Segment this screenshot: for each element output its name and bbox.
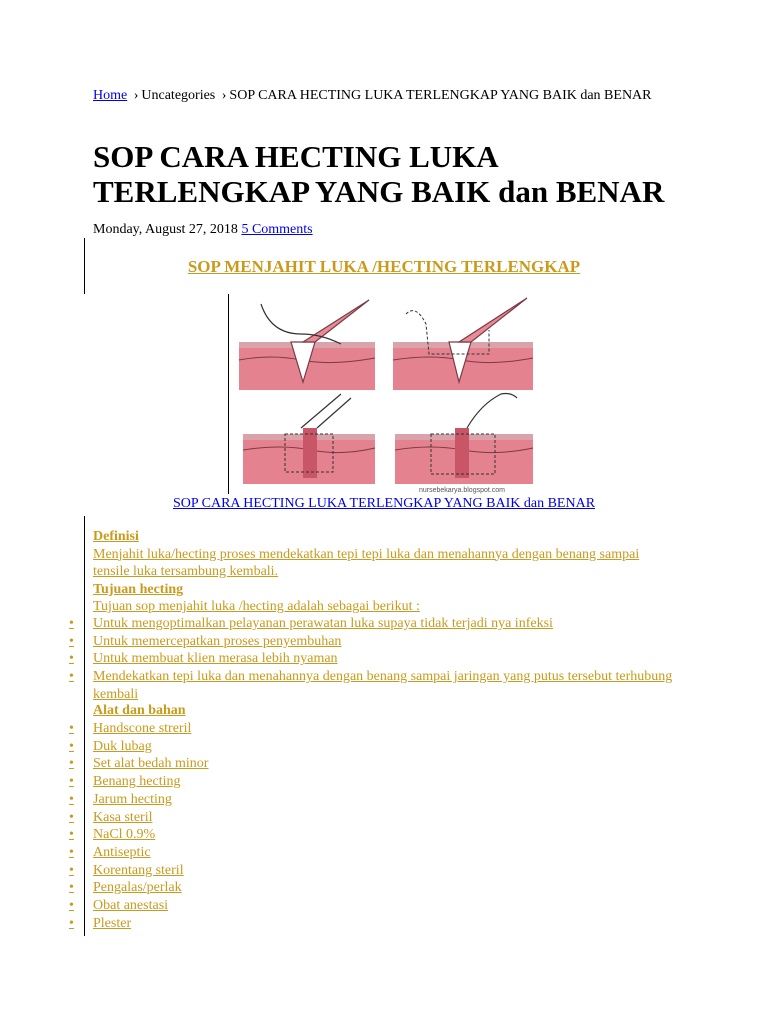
caption-link[interactable]: SOP CARA HECTING LUKA TERLENGKAP YANG BAIK dan BENAR: [172, 496, 596, 511]
list-item[interactable]: [69, 738, 689, 756]
breadcrumb-category: Uncategories: [141, 88, 216, 103]
list-item-label: Handscone streril: [93, 721, 192, 736]
list-item-label: NaCl 0.9%: [93, 827, 156, 843]
bullet: •: [69, 809, 74, 825]
bullet: •: [69, 915, 74, 931]
post-meta: [93, 222, 313, 238]
list-item-label: Korentang steril: [93, 862, 184, 878]
breadcrumb-current: SOP CARA HECTING LUKA TERLENGKAP YANG BAIK dan BENAR: [229, 88, 652, 103]
definisi-heading[interactable]: Definisi: [93, 529, 139, 544]
post-date: Monday, August 27, 2018: [93, 222, 238, 237]
bullet: •: [69, 898, 74, 914]
list-item-label: Duk lubag: [93, 738, 152, 754]
bullet: •: [69, 827, 74, 843]
breadcrumb-separator: ›: [133, 88, 139, 103]
alat-heading[interactable]: Alat dan bahan: [93, 703, 186, 718]
bullet: •: [69, 880, 74, 896]
list-item-label: Pengalas/perlak: [93, 880, 182, 896]
tujuan-heading[interactable]: Tujuan hecting: [93, 581, 184, 597]
alat-list: [69, 720, 689, 932]
list-item[interactable]: [69, 826, 689, 844]
tujuan-intro[interactable]: Tujuan sop menjahit luka /hecting adalah sebagai berikut :: [93, 599, 420, 615]
figure-rule: [228, 294, 229, 494]
list-item[interactable]: [69, 773, 689, 791]
list-item[interactable]: [69, 809, 689, 827]
breadcrumb-home-link[interactable]: Home: [93, 88, 128, 103]
list-item-label: Obat anestasi: [93, 898, 169, 914]
list-item[interactable]: [69, 791, 689, 809]
bullet: •: [69, 721, 74, 736]
definisi-section: [93, 528, 673, 616]
suturing-illustration: [231, 294, 541, 494]
list-item-label: Kasa steril: [93, 809, 153, 825]
list-item-label: Mendekatkan tepi luka dan menahannya dengan benang sampai jaringan yang putus tersebut terhubung kembali: [93, 669, 673, 702]
list-item[interactable]: [69, 897, 689, 915]
list-item[interactable]: [69, 720, 689, 738]
figure-watermark: nursebekarya.blogspot.com: [419, 487, 505, 494]
bullet: •: [69, 791, 74, 807]
comments-link[interactable]: 5 Comments: [241, 222, 313, 237]
bullet: •: [69, 669, 74, 685]
list-item[interactable]: [69, 668, 689, 703]
list-item-label: Untuk membuat klien merasa lebih nyaman: [93, 651, 338, 667]
list-item[interactable]: [69, 879, 689, 897]
alat-section: [93, 702, 186, 720]
definisi-text[interactable]: Menjahit luka/hecting proses mendekatkan tepi tepi luka dan menahannya dengan benang sampai tensile luka tersambung kembali.: [93, 546, 640, 580]
breadcrumb: [93, 88, 668, 104]
bullet: •: [69, 633, 74, 649]
list-item-label: Antiseptic: [93, 844, 151, 860]
bullet: •: [69, 651, 74, 667]
list-item-label: Set alat bedah minor: [93, 756, 209, 772]
bullet: •: [69, 844, 74, 860]
bullet: •: [69, 738, 74, 754]
list-item-label: Plester: [93, 915, 132, 931]
list-item[interactable]: [69, 915, 689, 933]
list-item-label: Untuk mengoptimalkan pelayanan perawatan luka supaya tidak terjadi nya infeksi: [93, 616, 553, 631]
list-item-label: Untuk memercepatkan proses penyembuhan: [93, 633, 342, 649]
list-item[interactable]: [69, 650, 689, 668]
tujuan-list: [69, 615, 689, 704]
list-item[interactable]: [69, 615, 689, 633]
page-title: SOP CARA HECTING LUKA TERLENGKAP YANG BAIK dan BENAR: [93, 139, 665, 209]
breadcrumb-separator: ›: [221, 88, 227, 103]
list-item-label: Jarum hecting: [93, 791, 172, 807]
figure-caption: [0, 496, 768, 512]
list-item[interactable]: [69, 755, 689, 773]
bullet: •: [69, 774, 74, 790]
list-item[interactable]: [69, 633, 689, 651]
list-item[interactable]: [69, 844, 689, 862]
bullet: •: [69, 756, 74, 772]
article-subtitle[interactable]: SOP MENJAHIT LUKA /HECTING TERLENGKAP: [187, 257, 581, 276]
bullet: •: [69, 862, 74, 878]
list-item[interactable]: [69, 862, 689, 880]
list-item-label: Benang hecting: [93, 774, 181, 790]
bullet: •: [69, 616, 74, 631]
